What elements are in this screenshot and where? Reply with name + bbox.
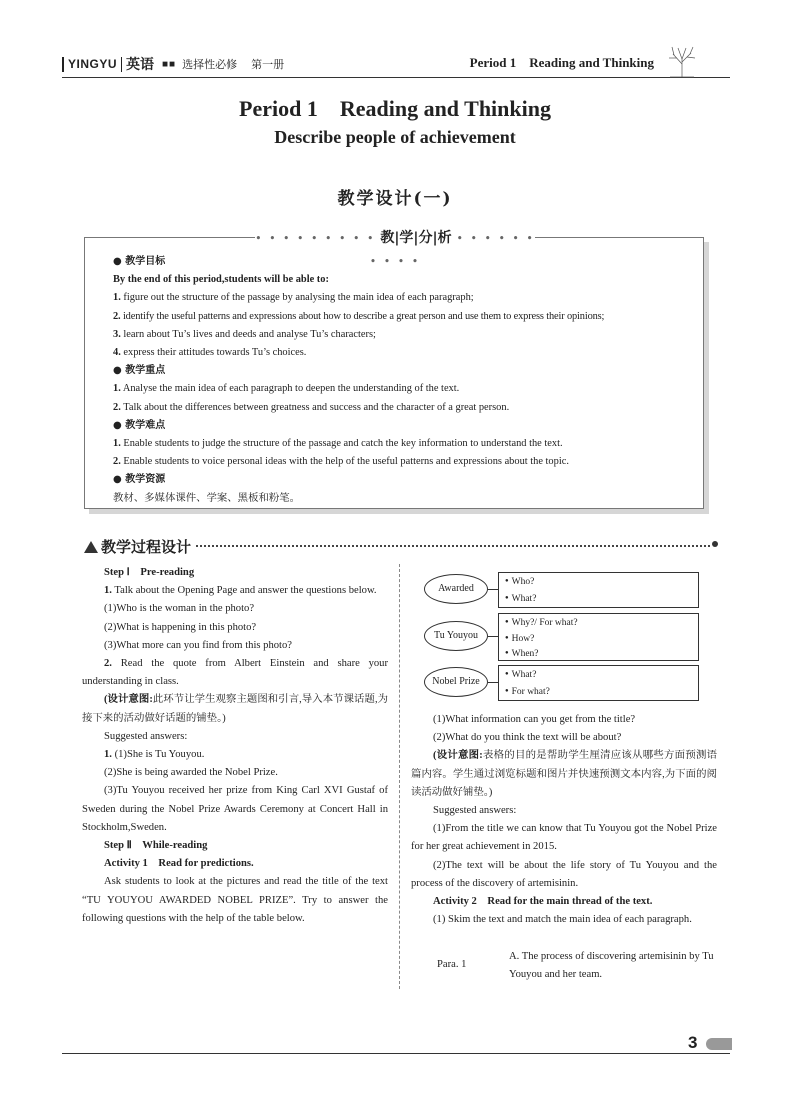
note-label: (设计意图: (104, 694, 153, 706)
activity1-heading: Activity 1 Read for predictions. (104, 858, 254, 870)
goal-text: identify the useful patterns and expressions about how to describe a great person and use them to express their opinions; (120, 310, 605, 322)
process-title-text: 教学过程设计 (101, 538, 192, 556)
answer-number: 1. (104, 749, 112, 761)
key-number: 2. (113, 401, 121, 413)
answer-item: (2)She is being awarded the Nobel Prize. (104, 767, 278, 779)
diagram-connector (488, 589, 498, 590)
analysis-heading (255, 227, 535, 268)
triangle-icon (84, 541, 98, 553)
goal-number: 4. (113, 347, 121, 359)
header-squares: ■■ (162, 58, 177, 70)
header-volume: 第一册 (251, 59, 285, 71)
goal-item (113, 344, 697, 362)
note-text: 此环节让学生观察主题图和引言,导入本节课话题,为接下来的活动做好话题的铺垫。) (82, 694, 388, 724)
rule-end-dot (712, 541, 718, 547)
header-separator (121, 57, 122, 72)
prediction-question: (2)What do you think the text will be about? (433, 732, 622, 744)
objectives-intro: By the end of this period,students will be able to: (113, 274, 329, 286)
header-subject: 英语 (126, 56, 155, 72)
diagram-connector (488, 636, 498, 637)
goal-text: express their attitudes towards Tu’s choices. (120, 347, 307, 359)
analysis-body (113, 253, 697, 508)
page-title (0, 96, 790, 122)
diagram-item: ● How? (505, 631, 692, 647)
diagram-oval: Awarded (424, 574, 488, 604)
process-title (84, 536, 191, 557)
note-text: 表格的目的是帮助学生厘清应该从哪些方面预测语篇内容。学生通过浏览标题和图片并快速预测文本内容,为下面的阅读活动做好铺垫。) (411, 750, 717, 798)
analysis-heading-text: 教|学|分|析 (380, 230, 452, 246)
diagram-oval: Nobel Prize (424, 667, 488, 697)
page-subtitle: Describe people of achievement (274, 127, 516, 147)
heading-dots-right: • • • • • • • • • • (369, 232, 535, 268)
activity1-text: Ask students to look at the pictures and read the title of the text “TU YOUYOU AWARDED NOBEL PRIZE”. Try to answer the following questions with the help of the table below. (82, 876, 388, 924)
para-label: Para. 1 (437, 959, 467, 970)
goal-text: figure out the structure of the passage by analysing the main idea of each paragraph; (120, 292, 474, 304)
diagram-oval: Tu Youyou (424, 621, 488, 651)
header-running-title (470, 55, 654, 71)
section-resources: ● 教学资源 (113, 474, 166, 486)
difficulty-number: 2. (113, 456, 121, 468)
analysis-box (84, 230, 704, 509)
diagram-box (498, 572, 699, 608)
answer-item: (2)The text will be about the life story of Tu Youyou and the process of the discovery of artemisinin. (411, 859, 717, 889)
key-item (113, 399, 697, 417)
heading-dots-left: • • • • • • • • • (255, 232, 376, 245)
difficulty-item (113, 453, 697, 471)
question-1 (82, 582, 388, 600)
section-objectives: ● 教学目标 (113, 256, 166, 267)
right-column (411, 711, 717, 929)
difficulty-text: Enable students to voice personal ideas with the help of the useful patterns and expressions about the topic. (120, 456, 569, 468)
page-number: 3 (688, 1033, 698, 1052)
activity2-heading: Activity 2 Read for the main thread of the text. (433, 896, 653, 908)
section-key-points: ● 教学重点 (113, 365, 166, 377)
diagram-item: ● What? (505, 667, 692, 684)
key-item (113, 380, 697, 398)
key-text: Talk about the differences between greatness and success and the character of a great person. (120, 401, 510, 413)
diagram-connector (488, 682, 498, 683)
diagram-item: ● For what? (505, 684, 692, 701)
header-brand: YINGYU (68, 57, 118, 71)
question-number: 2. (104, 658, 112, 670)
page-tab (706, 1038, 732, 1050)
difficulty-text: Enable students to judge the structure of the passage and catch the key information to understand the text. (120, 438, 563, 450)
answer-text: (1)She is Tu Youyou. (111, 749, 205, 761)
running-title-text: Period 1 Reading and Thinking (469, 55, 654, 70)
goal-item (113, 308, 697, 326)
key-text: Analyse the main idea of each paragraph to deepen the understanding of the text. (120, 383, 460, 395)
question-text: Talk about the Opening Page and answer the questions below. (111, 585, 377, 597)
key-number: 1. (113, 383, 121, 395)
diagram-item: ● What? (505, 591, 692, 608)
section-difficulties: ● 教学难点 (113, 419, 166, 431)
left-column (82, 564, 388, 928)
sub-question: (1)Who is the woman in the photo? (104, 603, 255, 615)
header-book: 选择性必修 (182, 59, 238, 71)
activity2-text: (1) Skim the text and match the main idea of each paragraph. (433, 914, 692, 926)
sub-question: (3)What more can you find from this photo? (104, 639, 292, 651)
difficulty-item (113, 435, 697, 453)
sub-question: (2)What is happening in this photo? (104, 621, 257, 633)
step2-heading: Step Ⅱ While-reading (104, 840, 208, 852)
question-text: Read the quote from Albert Einstein and share your understanding in class. (82, 658, 388, 688)
suggested-answers-label: Suggested answers: (104, 730, 188, 742)
para-option: A. The process of discovering artemisinin by Tu Youyou and her team. (509, 951, 714, 981)
step1-heading: Step Ⅰ Pre-reading (104, 567, 195, 578)
page-header (62, 50, 730, 78)
header-left (62, 54, 284, 74)
goal-number: 1. (113, 292, 121, 304)
goal-item (113, 326, 697, 344)
question-number: 1. (104, 585, 112, 597)
prediction-question: (1)What information can you get from the title? (433, 714, 636, 725)
suggested-answers-label: Suggested answers: (433, 805, 517, 817)
diagram-item: ● Why?/ For what? (505, 615, 692, 631)
dotted-rule (196, 545, 710, 547)
design-intent-note (411, 747, 717, 802)
header-bar (62, 57, 64, 72)
diagram-item: ● When? (505, 646, 692, 662)
difficulty-number: 1. (113, 438, 121, 450)
answer-item (82, 746, 388, 764)
footer-rule (62, 1053, 730, 1054)
goal-text: learn about Tu’s lives and deeds and analyse Tu’s characters; (120, 328, 376, 340)
goal-number: 2. (113, 310, 121, 322)
diagram-box (498, 665, 699, 701)
design-intent-note (82, 691, 388, 727)
tree-icon (664, 44, 700, 78)
diagram-box (498, 613, 699, 661)
design-heading: 教学设计(一) (337, 189, 453, 209)
page-title-text: Period 1 Reading and Thinking (239, 96, 551, 121)
column-divider (399, 564, 400, 989)
note-label: (设计意图: (433, 750, 483, 762)
process-heading (84, 536, 724, 556)
question-2 (82, 655, 388, 691)
answer-item: (3)Tu Youyou received her prize from King Carl XVI Gustaf of Sweden during the Nobel Prize Awards Ceremony at Concert Hall in Stockholm,Sweden. (82, 785, 388, 833)
goal-number: 3. (113, 328, 121, 340)
answer-item: (1)From the title we can know that Tu Youyou got the Nobel Prize for her great achievement in 2015. (411, 823, 717, 853)
goal-item (113, 289, 697, 307)
resources-text: 教材、多媒体课件、学案、黑板和粉笔。 (113, 492, 301, 504)
diagram-item: ● Who? (505, 574, 692, 591)
